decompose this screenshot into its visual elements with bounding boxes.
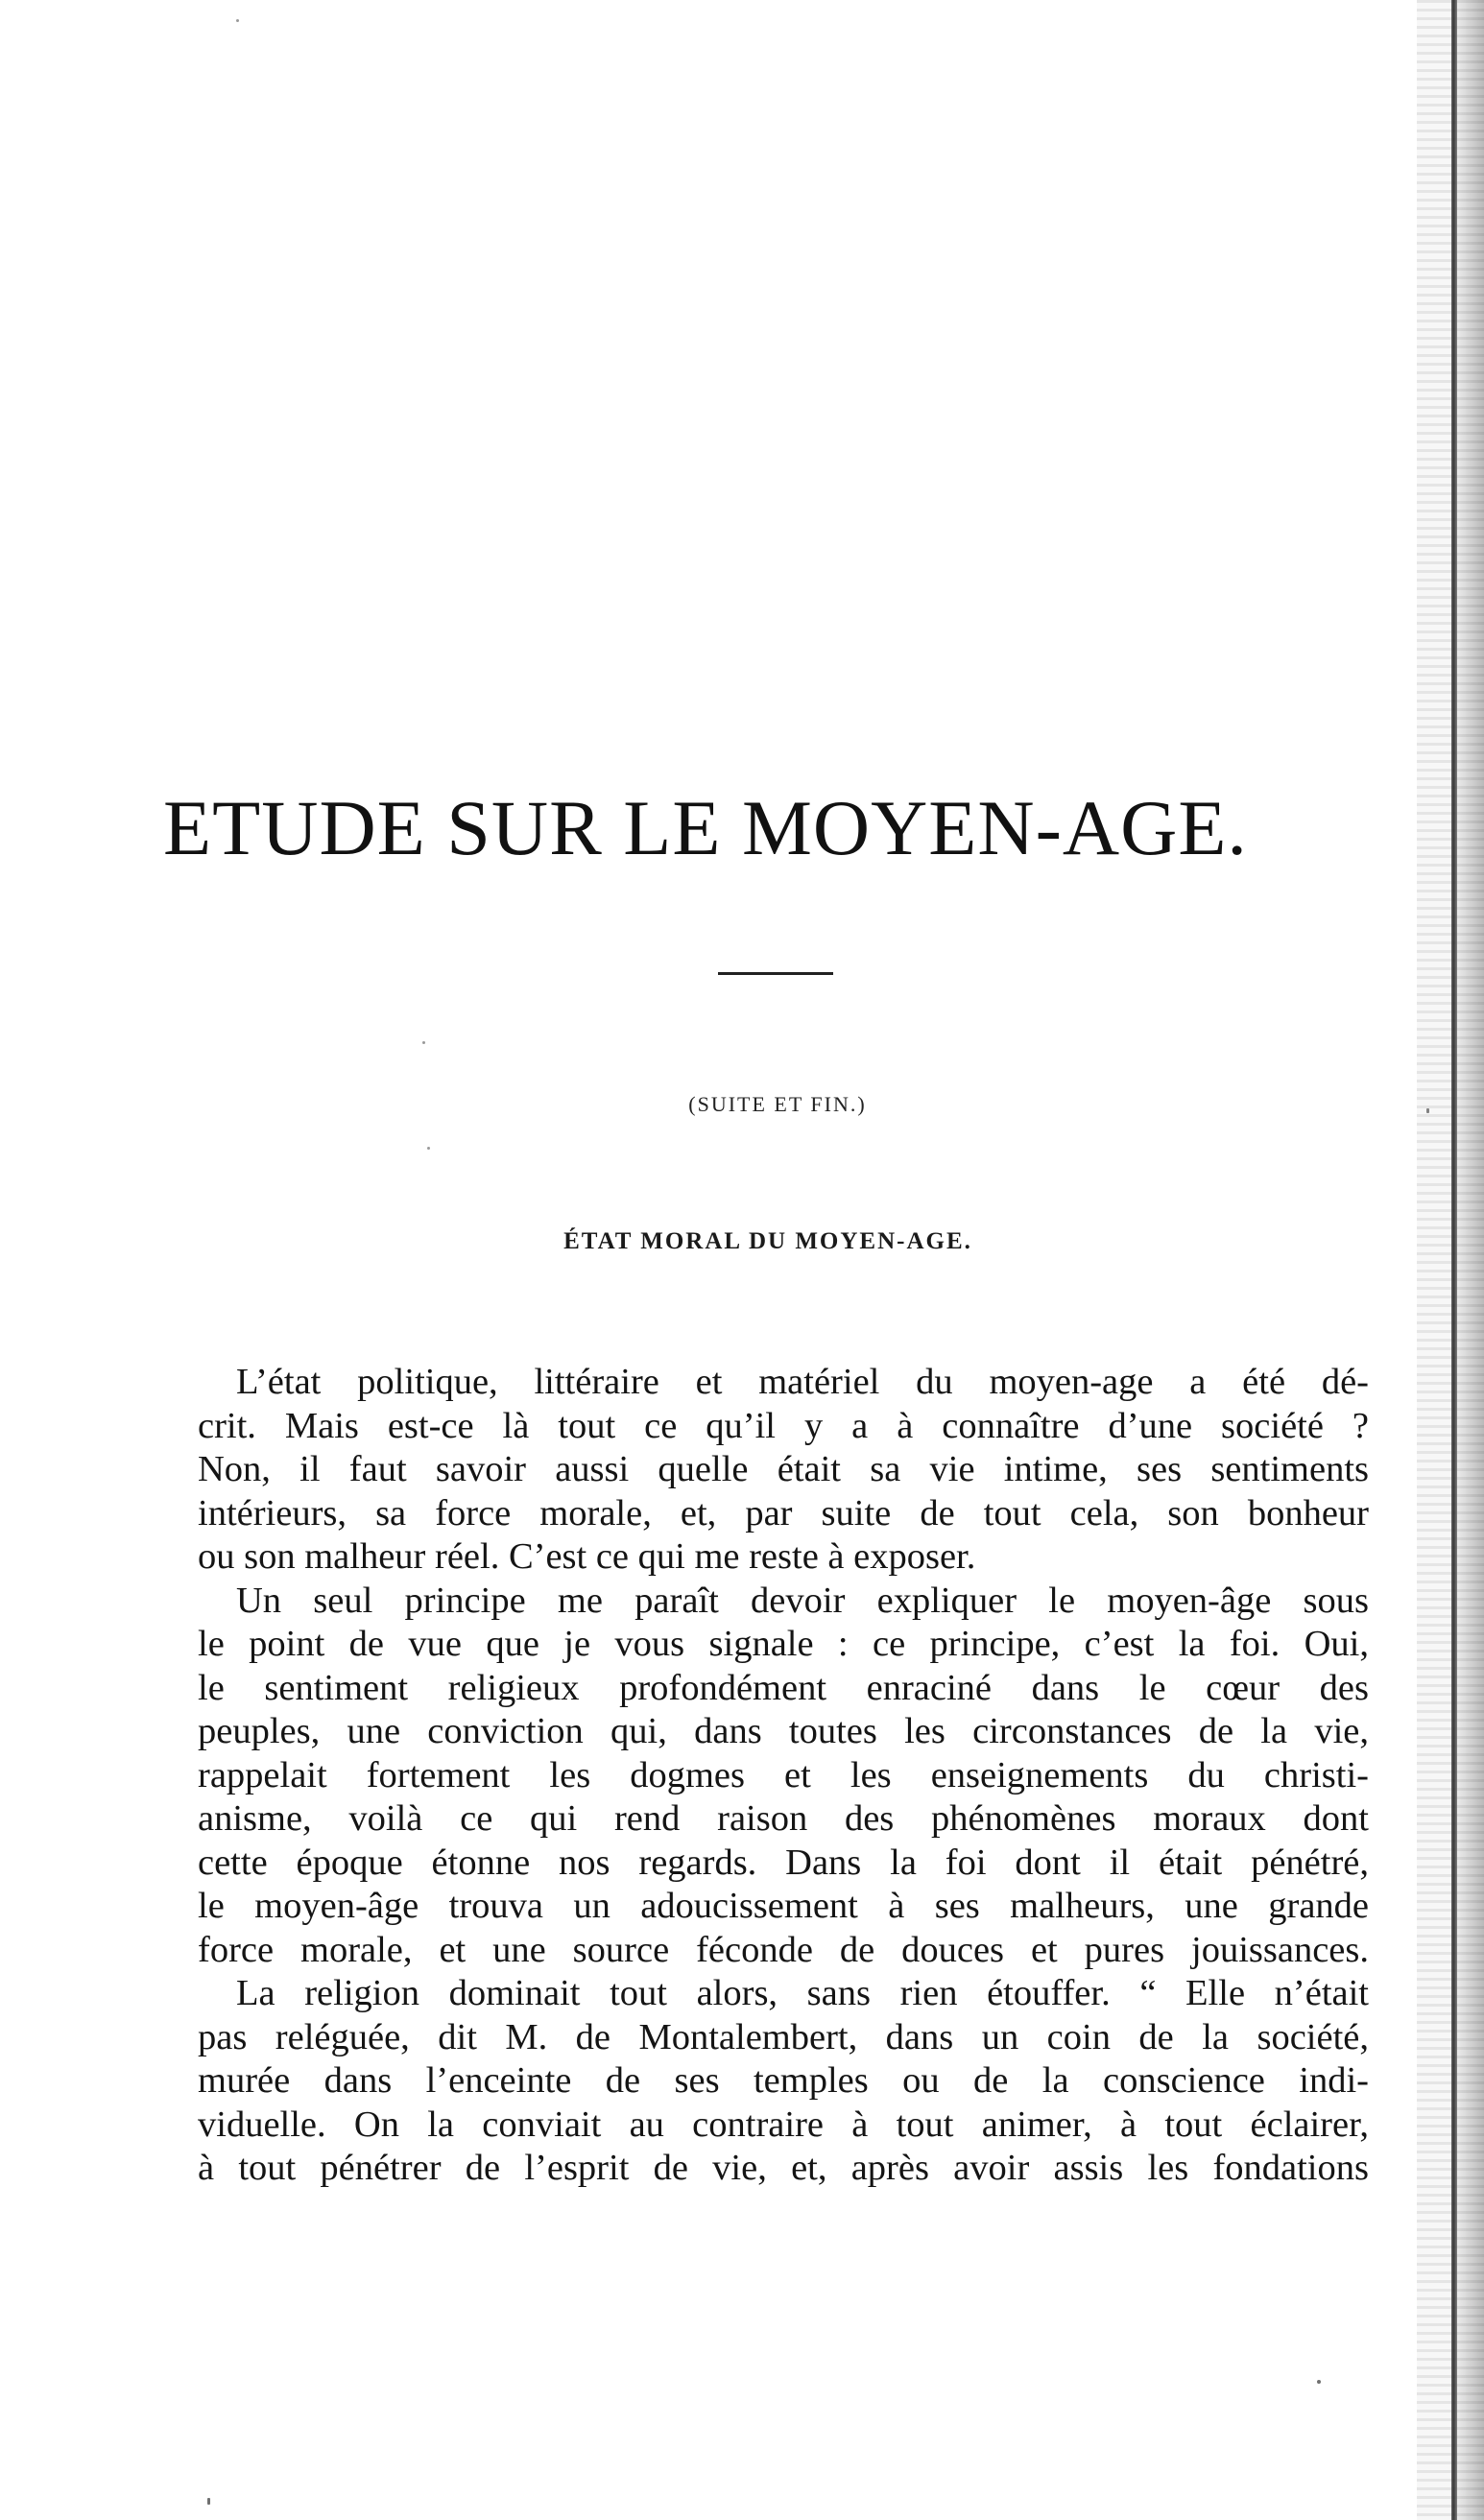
page-title: ETUDE SUR LE MOYEN-AGE. [163, 784, 1248, 871]
page-subtitle: (SUITE ET FIN.) [688, 1092, 867, 1116]
scan-speck [207, 2498, 210, 2505]
text-line: ou son malheur réel. C’est ce qui me reste à exposer. [198, 1536, 976, 1577]
text-line: le sentiment religieux profondément enraciné dans le cœur des [198, 1667, 1369, 1708]
text-line: le moyen-âge trouva un adoucissement à ses malheurs, une grande [198, 1886, 1369, 1926]
text-line: force morale, et une source féconde de douces et pures jouissances. [198, 1929, 1369, 1970]
text-line: rappelait fortement les dogmes et les enseignements du christi- [198, 1754, 1369, 1795]
binding-line [1451, 0, 1457, 2520]
text-line: murée dans l’enceinte de ses temples ou de la conscience indi- [198, 2060, 1369, 2101]
binding-shadow [1457, 0, 1484, 2520]
text-line: Un seul principe me paraît devoir expliquer le moyen-âge sous [236, 1580, 1369, 1621]
paragraph-1 [198, 1361, 1369, 1580]
scan-speck [422, 1041, 425, 1044]
text-line: La religion dominait tout alors, sans rien étouffer. “ Elle n’était [236, 1973, 1369, 2013]
paragraph-3 [198, 1972, 1369, 2191]
text-line: intérieurs, sa force morale, et, par suite de tout cela, son bonheur [198, 1492, 1369, 1533]
text-line: Non, il faut savoir aussi quelle était sa vie intime, ses sentiments [198, 1449, 1369, 1489]
text-line: L’état politique, littéraire et matériel du moyen-age a été dé- [236, 1362, 1369, 1402]
text-line: à tout pénétrer de l’esprit de vie, et, après avoir assis les fondations [198, 2148, 1369, 2188]
title-rule [718, 972, 833, 975]
text-line: pas reléguée, dit M. de Montalembert, dans un coin de la société, [198, 2016, 1369, 2057]
paragraph-2 [198, 1580, 1369, 1973]
text-line: anisme, voilà ce qui rend raison des phénomènes moraux dont [198, 1798, 1369, 1839]
scan-speck [1317, 2380, 1321, 2384]
text-line: viduelle. On la conviait au contraire à tout animer, à tout éclairer, [198, 2104, 1369, 2145]
text-line: crit. Mais est-ce là tout ce qu’il y a à connaître d’une société ? [198, 1405, 1369, 1446]
body-text [198, 1361, 1369, 2191]
scan-speck [236, 19, 239, 22]
section-heading: ÉTAT MORAL DU MOYEN-AGE. [563, 1228, 972, 1254]
scan-speck [427, 1147, 430, 1150]
text-line: le point de vue que je vous signale : ce principe, c’est la foi. Oui, [198, 1624, 1369, 1664]
scan-speck [1426, 1108, 1429, 1113]
text-line: peuples, une conviction qui, dans toutes les circonstances de la vie, [198, 1711, 1369, 1751]
text-line: cette époque étonne nos regards. Dans la foi dont il était pénétré, [198, 1842, 1369, 1883]
